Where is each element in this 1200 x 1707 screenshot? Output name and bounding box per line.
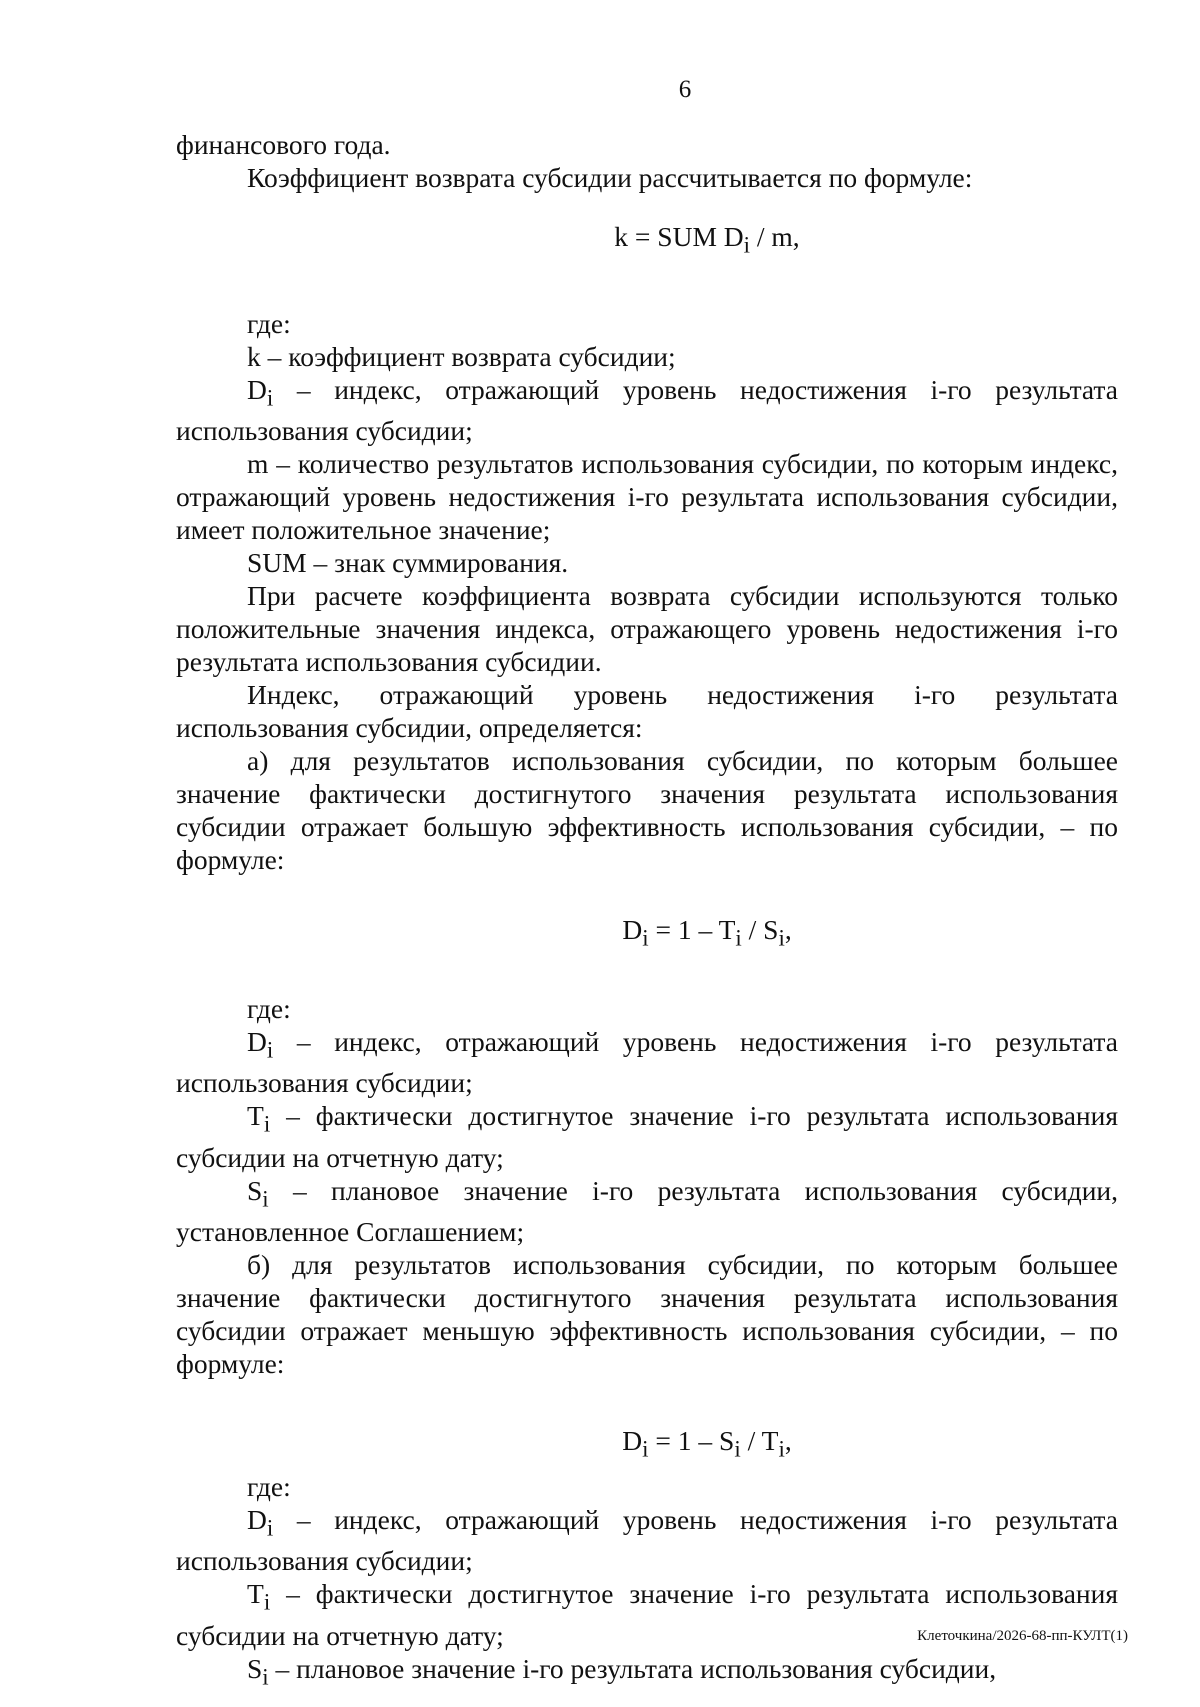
paragraph: $T_i$ – фактически достигнутое значение i-го результата использования субсидии на отчетную дату; <box>176 1100 1118 1173</box>
document-body <box>176 128 1118 1693</box>
paragraph: финансового года. <box>176 129 391 160</box>
paragraph: $S_i$ – плановое значение i-го результата использования субсидии, <box>247 1652 997 1689</box>
paragraph: $S_i$ – плановое значение i-го результата использования субсидии, установленное Соглашением; <box>176 1174 1118 1247</box>
formula-index-a: $D_i = 1 - T_i / S_i$, <box>622 914 792 951</box>
paragraph: SUM – знак суммирования. <box>247 547 569 578</box>
paragraph: m – количество результатов использования субсидии, по которым индекс, отражающий уровень недостижения i-го результата использования субсидии, имеет положительное значение; <box>176 448 1118 545</box>
paragraph: а) для результатов использования субсидии, по которым большее значение фактически достигнутого значения результата использования субсидии отражает большую эффективность использования субсидии, – по формуле: <box>176 745 1118 875</box>
paragraph: $D_i$ – индекс, отражающий уровень недостижения i-го результата использования субсидии; <box>176 1503 1118 1576</box>
paragraph: $T_i$ – фактически достигнутое значение i-го результата использования субсидии на отчетную дату; <box>176 1578 1118 1651</box>
paragraph: где: <box>247 1470 291 1502</box>
page-number: 6 <box>678 76 692 103</box>
formula-return-coefficient: k = SUM $D_i$ / m, <box>614 221 800 258</box>
paragraph: $D_i$ – индекс, отражающий уровень недостижения i-го результата использования субсидии; <box>176 373 1118 446</box>
paragraph: При расчете коэффициента возврата субсидии используются только положительные значения индекса, отражающего уровень недостижения i-го результата использования субсидии. <box>176 580 1118 677</box>
paragraph: где: <box>247 992 291 1024</box>
paragraph: Индекс, отражающий уровень недостижения i-го результата использования субсидии, определяется: <box>176 679 1118 743</box>
formula-index-b: $D_i = 1 - S_i / T_i$, <box>622 1425 792 1462</box>
paragraph: k – коэффициент возврата субсидии; <box>247 340 676 372</box>
document-footer-code: Клеточкина/2026-68-пп-КУЛТ(1) <box>917 1628 1128 1644</box>
paragraph: Коэффициент возврата субсидии рассчитывается по формуле: <box>247 162 973 193</box>
paragraph: где: <box>247 307 291 339</box>
paragraph: б) для результатов использования субсидии, по которым большее значение фактически достигнутого значения результата использования субсидии отражает меньшую эффективность использования субсидии, – по формуле: <box>176 1249 1118 1379</box>
paragraph: $D_i$ – индекс, отражающий уровень недостижения i-го результата использования субсидии; <box>176 1025 1118 1098</box>
